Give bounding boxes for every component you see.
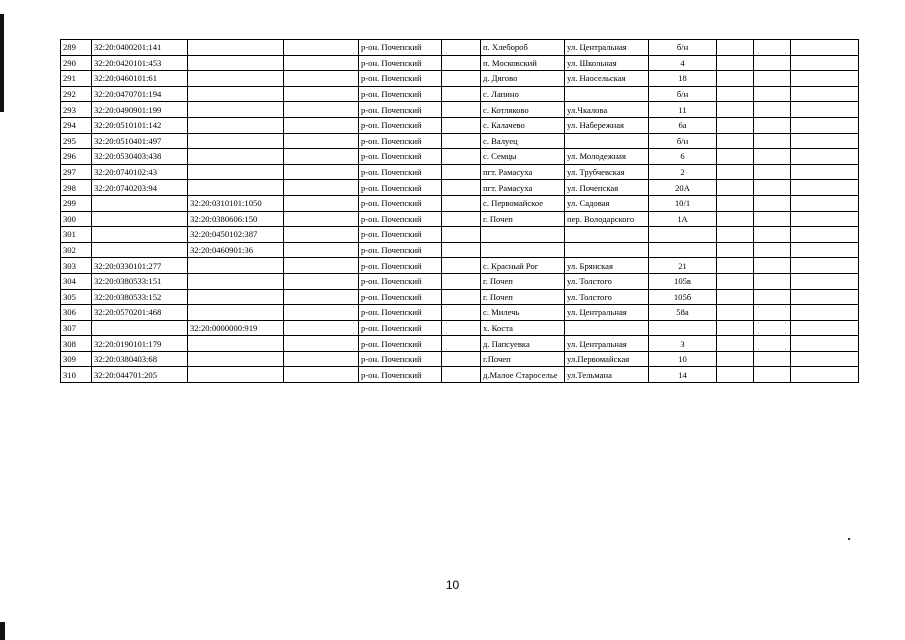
cell-blank-col: [442, 180, 481, 196]
cell-settlement: г.Почеп: [481, 351, 565, 367]
cell-blank-col: [717, 86, 754, 102]
cell-row-number: 298: [61, 180, 92, 196]
cell-blank-col: [717, 242, 754, 258]
cell-row-number: 303: [61, 258, 92, 274]
cell-blank-col: [754, 195, 791, 211]
table-row: [61, 273, 859, 289]
cell-row-number: 306: [61, 305, 92, 321]
table-row: [61, 164, 859, 180]
scan-edge-mark: [0, 14, 4, 112]
cell-blank-col: [284, 273, 359, 289]
cell-settlement: п. Московский: [481, 55, 565, 71]
cell-settlement: д. Папсуевка: [481, 336, 565, 352]
cell-cadastral-number: 32:20:0190101:179: [92, 336, 188, 352]
cell-cadastral-number-alt: [188, 55, 284, 71]
cell-row-number: 309: [61, 351, 92, 367]
cell-blank-col: [284, 211, 359, 227]
cell-blank-col: [791, 133, 859, 149]
cell-blank-col: [791, 351, 859, 367]
cell-row-number: 308: [61, 336, 92, 352]
cell-district: р-он. Почепский: [359, 71, 442, 87]
cell-district: р-он. Почепский: [359, 289, 442, 305]
cell-row-number: 293: [61, 102, 92, 118]
cell-cadastral-number-alt: [188, 40, 284, 56]
cell-blank-col: [717, 351, 754, 367]
cell-district: р-он. Почепский: [359, 102, 442, 118]
table-row: [61, 367, 859, 383]
cell-house-number: б/н: [649, 40, 717, 56]
table-row: [61, 305, 859, 321]
cell-district: р-он. Почепский: [359, 320, 442, 336]
cell-blank-col: [791, 289, 859, 305]
cell-blank-col: [791, 180, 859, 196]
cell-cadastral-number-alt: [188, 86, 284, 102]
cell-blank-col: [754, 242, 791, 258]
cell-blank-col: [442, 289, 481, 305]
cell-house-number: 105в: [649, 273, 717, 289]
cell-blank-col: [284, 289, 359, 305]
table-row: [61, 211, 859, 227]
cell-street: [565, 227, 649, 243]
cell-street: ул. Садовая: [565, 195, 649, 211]
cell-house-number: 3: [649, 336, 717, 352]
cell-blank-col: [442, 117, 481, 133]
register-body: [61, 40, 859, 383]
scan-edge-mark: [0, 622, 5, 640]
cell-blank-col: [284, 336, 359, 352]
cell-cadastral-number: 32:20:0400201:141: [92, 40, 188, 56]
cell-blank-col: [754, 164, 791, 180]
table-row: [61, 289, 859, 305]
cell-row-number: 290: [61, 55, 92, 71]
cell-settlement: с. Красный Рог: [481, 258, 565, 274]
cell-blank-col: [442, 149, 481, 165]
cell-blank-col: [791, 40, 859, 56]
cell-settlement: пгт. Рамасуха: [481, 164, 565, 180]
table-row: [61, 86, 859, 102]
cell-row-number: 300: [61, 211, 92, 227]
cell-house-number: 11: [649, 102, 717, 118]
cell-settlement: д.Малое Староселье: [481, 367, 565, 383]
cell-street: ул. Толстого: [565, 289, 649, 305]
cell-blank-col: [791, 86, 859, 102]
cell-blank-col: [284, 102, 359, 118]
table-row: [61, 227, 859, 243]
cell-blank-col: [442, 71, 481, 87]
cell-street: ул.Чкалова: [565, 102, 649, 118]
cell-blank-col: [717, 367, 754, 383]
cell-cadastral-number-alt: [188, 273, 284, 289]
cell-street: ул.Тельмана: [565, 367, 649, 383]
cell-district: р-он. Почепский: [359, 149, 442, 165]
cell-blank-col: [442, 164, 481, 180]
cell-house-number: 6: [649, 149, 717, 165]
cell-settlement: [481, 227, 565, 243]
cell-district: р-он. Почепский: [359, 86, 442, 102]
cell-blank-col: [791, 117, 859, 133]
cell-blank-col: [442, 133, 481, 149]
cell-blank-col: [717, 320, 754, 336]
table-row: [61, 195, 859, 211]
cell-blank-col: [284, 86, 359, 102]
cell-blank-col: [754, 273, 791, 289]
cell-blank-col: [754, 227, 791, 243]
cell-cadastral-number-alt: 32:20:0310101:1050: [188, 195, 284, 211]
cell-blank-col: [791, 55, 859, 71]
cell-cadastral-number-alt: [188, 367, 284, 383]
cell-blank-col: [791, 273, 859, 289]
cell-row-number: 289: [61, 40, 92, 56]
cell-blank-col: [754, 149, 791, 165]
cell-settlement: с. Валуец: [481, 133, 565, 149]
cell-blank-col: [717, 133, 754, 149]
cell-street: [565, 133, 649, 149]
cell-settlement: с. Милечь: [481, 305, 565, 321]
cell-settlement: с. Первомайское: [481, 195, 565, 211]
cell-street: ул. Почепская: [565, 180, 649, 196]
cell-blank-col: [791, 320, 859, 336]
cell-blank-col: [442, 367, 481, 383]
cell-district: р-он. Почепский: [359, 164, 442, 180]
cell-blank-col: [717, 289, 754, 305]
cell-blank-col: [717, 102, 754, 118]
cell-blank-col: [284, 117, 359, 133]
cell-settlement: с. Лапино: [481, 86, 565, 102]
cell-street: [565, 242, 649, 258]
cell-blank-col: [717, 305, 754, 321]
table-row: [61, 351, 859, 367]
cell-blank-col: [791, 242, 859, 258]
cell-house-number: 1А: [649, 211, 717, 227]
cell-blank-col: [754, 102, 791, 118]
table-row: [61, 242, 859, 258]
cell-house-number: [649, 320, 717, 336]
cell-blank-col: [791, 258, 859, 274]
scan-speck: [848, 538, 850, 540]
cell-blank-col: [717, 211, 754, 227]
cell-street: ул. Трубчевская: [565, 164, 649, 180]
cell-street: [565, 86, 649, 102]
cell-settlement: с. Калачево: [481, 117, 565, 133]
cell-blank-col: [442, 351, 481, 367]
cell-district: р-он. Почепский: [359, 336, 442, 352]
cell-street: ул. Брянская: [565, 258, 649, 274]
cell-cadastral-number: [92, 227, 188, 243]
cell-cadastral-number: 32:20:0490901:199: [92, 102, 188, 118]
cell-blank-col: [442, 86, 481, 102]
cell-row-number: 302: [61, 242, 92, 258]
cell-cadastral-number: 32:20:0420101:453: [92, 55, 188, 71]
cell-cadastral-number-alt: [188, 289, 284, 305]
cell-house-number: 6а: [649, 117, 717, 133]
cell-blank-col: [717, 180, 754, 196]
cell-blank-col: [791, 211, 859, 227]
cell-blank-col: [754, 180, 791, 196]
cell-district: р-он. Почепский: [359, 180, 442, 196]
cell-blank-col: [442, 55, 481, 71]
table-row: [61, 149, 859, 165]
cell-blank-col: [442, 102, 481, 118]
cell-cadastral-number-alt: [188, 102, 284, 118]
page-number: 10: [445, 578, 460, 592]
cell-cadastral-number-alt: 32:20:0450102:387: [188, 227, 284, 243]
cell-street: ул. Центральная: [565, 40, 649, 56]
cell-blank-col: [442, 273, 481, 289]
cell-cadastral-number-alt: [188, 164, 284, 180]
cell-house-number: [649, 227, 717, 243]
cell-row-number: 294: [61, 117, 92, 133]
cell-blank-col: [717, 149, 754, 165]
cell-settlement: г. Почеп: [481, 289, 565, 305]
cell-blank-col: [284, 149, 359, 165]
cell-blank-col: [442, 258, 481, 274]
cell-blank-col: [791, 149, 859, 165]
cell-house-number: 58а: [649, 305, 717, 321]
cell-blank-col: [284, 367, 359, 383]
cell-blank-col: [284, 40, 359, 56]
cell-street: ул. Наосельская: [565, 71, 649, 87]
cell-blank-col: [442, 305, 481, 321]
cell-row-number: 305: [61, 289, 92, 305]
cell-cadastral-number: 32:20:0470701:194: [92, 86, 188, 102]
cell-blank-col: [754, 258, 791, 274]
cell-cadastral-number: 32:20:0330101:277: [92, 258, 188, 274]
cell-settlement: [481, 242, 565, 258]
cell-row-number: 299: [61, 195, 92, 211]
cell-blank-col: [754, 86, 791, 102]
cell-blank-col: [791, 71, 859, 87]
cell-district: р-он. Почепский: [359, 211, 442, 227]
cell-blank-col: [717, 195, 754, 211]
cell-blank-col: [442, 336, 481, 352]
table-row: [61, 180, 859, 196]
cell-blank-col: [284, 55, 359, 71]
cell-blank-col: [717, 55, 754, 71]
cell-district: р-он. Почепский: [359, 367, 442, 383]
cell-blank-col: [754, 336, 791, 352]
cell-street: ул.Первомайская: [565, 351, 649, 367]
cell-row-number: 295: [61, 133, 92, 149]
cell-blank-col: [754, 71, 791, 87]
cell-blank-col: [442, 211, 481, 227]
cell-settlement: пгт. Рамасуха: [481, 180, 565, 196]
cell-district: р-он. Почепский: [359, 305, 442, 321]
cell-blank-col: [717, 273, 754, 289]
cell-blank-col: [754, 55, 791, 71]
cell-district: р-он. Почепский: [359, 133, 442, 149]
cell-blank-col: [284, 133, 359, 149]
cell-blank-col: [717, 336, 754, 352]
cell-cadastral-number: [92, 320, 188, 336]
cell-district: р-он. Почепский: [359, 351, 442, 367]
cell-cadastral-number: 32:20:0740102:43: [92, 164, 188, 180]
cell-row-number: 291: [61, 71, 92, 87]
cell-house-number: 18: [649, 71, 717, 87]
cell-blank-col: [442, 40, 481, 56]
cell-street: ул. Толстого: [565, 273, 649, 289]
cell-house-number: 14: [649, 367, 717, 383]
cell-street: ул. Центральная: [565, 336, 649, 352]
cell-blank-col: [284, 258, 359, 274]
cell-cadastral-number: 32:20:044701:205: [92, 367, 188, 383]
cell-street: ул. Школьная: [565, 55, 649, 71]
cell-blank-col: [791, 195, 859, 211]
cell-street: пер. Володарского: [565, 211, 649, 227]
cell-settlement: с. Котляково: [481, 102, 565, 118]
cell-settlement: д. Дягово: [481, 71, 565, 87]
cell-cadastral-number-alt: [188, 133, 284, 149]
cell-street: [565, 320, 649, 336]
cell-cadastral-number-alt: [188, 149, 284, 165]
cell-blank-col: [754, 40, 791, 56]
cell-district: р-он. Почепский: [359, 227, 442, 243]
cell-cadastral-number: 32:20:0380533:152: [92, 289, 188, 305]
cell-blank-col: [284, 180, 359, 196]
cell-house-number: 20А: [649, 180, 717, 196]
cell-settlement: г. Почеп: [481, 211, 565, 227]
cell-house-number: 10: [649, 351, 717, 367]
cell-blank-col: [754, 320, 791, 336]
cell-blank-col: [717, 117, 754, 133]
cell-cadastral-number: [92, 195, 188, 211]
cell-cadastral-number-alt: [188, 305, 284, 321]
cell-blank-col: [754, 211, 791, 227]
cell-cadastral-number: 32:20:0510401:497: [92, 133, 188, 149]
cell-blank-col: [791, 227, 859, 243]
cell-district: р-он. Почепский: [359, 117, 442, 133]
cell-settlement: с. Семцы: [481, 149, 565, 165]
cell-blank-col: [791, 336, 859, 352]
cell-blank-col: [284, 320, 359, 336]
table-row: [61, 40, 859, 56]
cell-cadastral-number-alt: 32:20:0000000:919: [188, 320, 284, 336]
cell-blank-col: [284, 164, 359, 180]
cell-blank-col: [442, 227, 481, 243]
cell-cadastral-number: 32:20:0530403:438: [92, 149, 188, 165]
cell-row-number: 297: [61, 164, 92, 180]
cell-blank-col: [284, 195, 359, 211]
cell-settlement: п. Хлебороб: [481, 40, 565, 56]
cell-cadastral-number-alt: [188, 336, 284, 352]
cell-blank-col: [791, 102, 859, 118]
cell-cadastral-number-alt: [188, 71, 284, 87]
cell-house-number: 2: [649, 164, 717, 180]
table-row: [61, 102, 859, 118]
cell-blank-col: [791, 164, 859, 180]
cell-house-number: б/н: [649, 133, 717, 149]
cell-settlement: г. Почеп: [481, 273, 565, 289]
cell-row-number: 307: [61, 320, 92, 336]
table-row: [61, 71, 859, 87]
cell-house-number: б/н: [649, 86, 717, 102]
cell-cadastral-number-alt: 32:20:0380606:150: [188, 211, 284, 227]
table-row: [61, 117, 859, 133]
table-row: [61, 336, 859, 352]
cell-blank-col: [284, 71, 359, 87]
cell-row-number: 296: [61, 149, 92, 165]
cell-cadastral-number-alt: 32:20:0460901:36: [188, 242, 284, 258]
cell-district: р-он. Почепский: [359, 273, 442, 289]
cell-house-number: 105б: [649, 289, 717, 305]
cell-blank-col: [442, 195, 481, 211]
cell-house-number: 10/1: [649, 195, 717, 211]
table-row: [61, 258, 859, 274]
cell-cadastral-number-alt: [188, 258, 284, 274]
cell-blank-col: [717, 227, 754, 243]
cell-blank-col: [442, 320, 481, 336]
cell-row-number: 304: [61, 273, 92, 289]
table-row: [61, 133, 859, 149]
cell-blank-col: [791, 305, 859, 321]
cell-cadastral-number: 32:20:0380533:151: [92, 273, 188, 289]
property-register-table: [60, 39, 859, 383]
cell-cadastral-number: 32:20:0460101:61: [92, 71, 188, 87]
cell-blank-col: [717, 164, 754, 180]
cell-blank-col: [754, 367, 791, 383]
table-row: [61, 55, 859, 71]
cell-blank-col: [284, 242, 359, 258]
cell-row-number: 292: [61, 86, 92, 102]
cell-blank-col: [442, 242, 481, 258]
cell-blank-col: [284, 227, 359, 243]
cell-blank-col: [791, 367, 859, 383]
cell-district: р-он. Почепский: [359, 40, 442, 56]
cell-settlement: х. Коста: [481, 320, 565, 336]
cell-house-number: 4: [649, 55, 717, 71]
cell-cadastral-number-alt: [188, 117, 284, 133]
cell-district: р-он. Почепский: [359, 55, 442, 71]
cell-cadastral-number: [92, 211, 188, 227]
cell-blank-col: [284, 351, 359, 367]
cell-blank-col: [754, 351, 791, 367]
cell-blank-col: [717, 71, 754, 87]
cell-street: ул. Молодежная: [565, 149, 649, 165]
cell-blank-col: [754, 133, 791, 149]
cell-row-number: 301: [61, 227, 92, 243]
cell-house-number: 21: [649, 258, 717, 274]
cell-cadastral-number: 32:20:0570201:468: [92, 305, 188, 321]
cell-cadastral-number-alt: [188, 180, 284, 196]
cell-row-number: 310: [61, 367, 92, 383]
cell-cadastral-number: 32:20:0740203:94: [92, 180, 188, 196]
cell-blank-col: [717, 258, 754, 274]
cell-district: р-он. Почепский: [359, 195, 442, 211]
cell-blank-col: [717, 40, 754, 56]
cell-blank-col: [284, 305, 359, 321]
cell-cadastral-number: 32:20:0380403:68: [92, 351, 188, 367]
cell-cadastral-number: [92, 242, 188, 258]
cell-blank-col: [754, 305, 791, 321]
cell-house-number: [649, 242, 717, 258]
cell-blank-col: [754, 117, 791, 133]
cell-blank-col: [754, 289, 791, 305]
cell-district: р-он. Почепский: [359, 242, 442, 258]
cell-cadastral-number-alt: [188, 351, 284, 367]
cell-street: ул. Центральная: [565, 305, 649, 321]
cell-district: р-он. Почепский: [359, 258, 442, 274]
table-row: [61, 320, 859, 336]
cell-cadastral-number: 32:20:0510101:142: [92, 117, 188, 133]
cell-street: ул. Набережная: [565, 117, 649, 133]
